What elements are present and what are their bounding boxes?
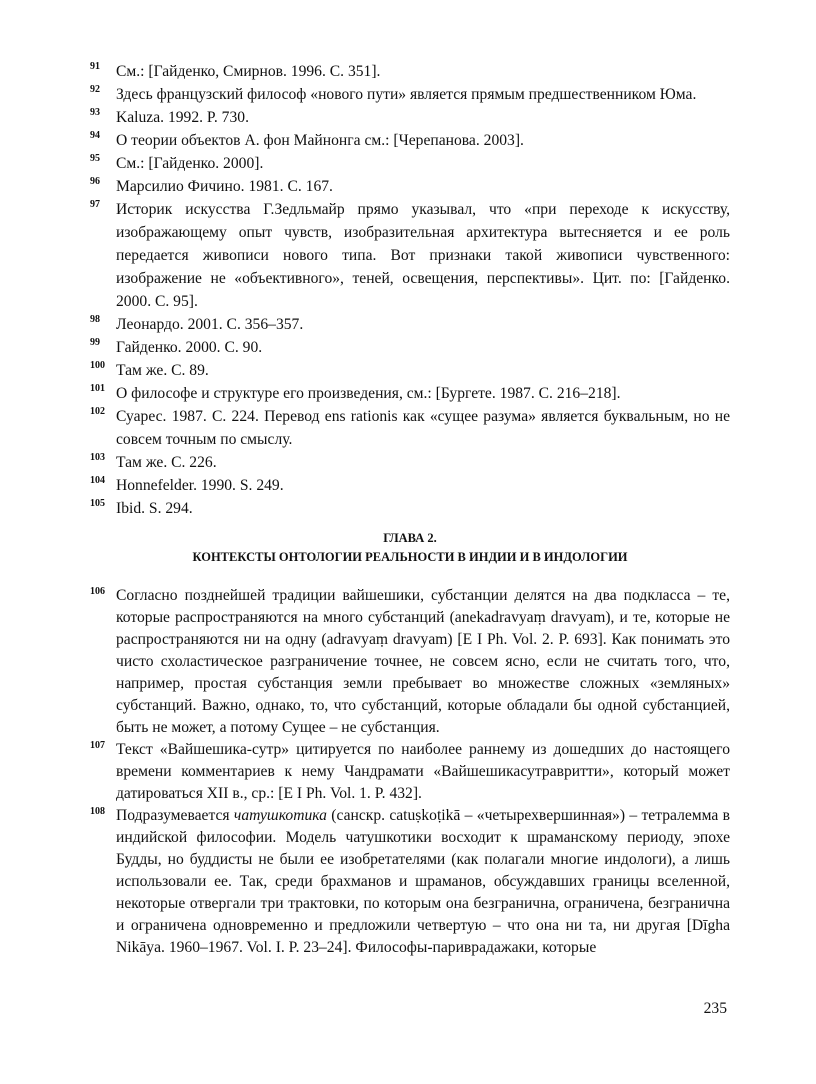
- chapter-label: ГЛАВА 2.: [383, 531, 437, 545]
- footnote-text: См.: [Гайденко, Смирнов. 1996. С. 351].: [116, 63, 381, 80]
- footnote-number: 100: [90, 360, 105, 371]
- footnote-text: О философе и структуре его произведения, см.: [Бургете. 1987. С. 216–218].: [116, 385, 621, 402]
- footnote-number: 104: [90, 475, 105, 486]
- footnote-text: Здесь французский философ «нового пути» является прямым предшественником Юма.: [116, 86, 697, 103]
- italic-term: чатушкотика: [233, 807, 327, 824]
- footnote: [90, 382, 730, 405]
- footnote: [90, 359, 730, 382]
- footnote: [90, 175, 730, 198]
- footnote: [90, 60, 730, 83]
- footnote-number: 101: [90, 383, 105, 394]
- footnote-number: 108: [90, 806, 105, 817]
- footnote-text: Леонардо. 2001. С. 356–357.: [116, 316, 304, 333]
- footnote: [90, 474, 730, 497]
- chapter-title: КОНТЕКСТЫ ОНТОЛОГИИ РЕАЛЬНОСТИ В ИНДИИ И В ИНДОЛОГИИ: [192, 550, 628, 564]
- footnote-text: О теории объектов А. фон Майнонга см.: [Черепанова. 2003].: [116, 132, 524, 149]
- footnote: [90, 451, 730, 474]
- page-number: 235: [703, 1000, 727, 1017]
- footnote-number: 96: [90, 176, 100, 187]
- footnote-number: 102: [90, 406, 105, 417]
- text-segment: (санскр. catuṣkoṭikā – «четырехвершинная») – тетралемма в индийской философии. Модель чатушкотики восходит к шраманскому периоду, эпохе Будды, но буддисты не были ее изобретателями (как полагали многие индологи), а лишь использовали ее. Так, среди брахманов и шраманов, обсуждавших границы вселенной, некоторые отвергали три трактовки, по которым она безгранична, ограничена, безгранична и ограничена одновременно и предложили четвертую – что она ни та, ни другая [Dīgha Nikāya. 1960–1967. Vol. I. P. 23–24]. Философы-париврадажаки, которые: [116, 807, 730, 956]
- footnote: [90, 106, 730, 129]
- footnote-number: 105: [90, 498, 105, 509]
- footnote-text: Суарес. 1987. С. 224. Перевод ens rationis как «сущее разума» является буквальным, но не совсем точным по смыслу.: [116, 408, 730, 448]
- footnote-text: [116, 805, 730, 959]
- footnote: [90, 805, 730, 959]
- footnote-number: 107: [90, 740, 105, 751]
- footnote-number: 93: [90, 107, 100, 118]
- footnote: [90, 313, 730, 336]
- footnote-number: 103: [90, 452, 105, 463]
- footnote: [90, 152, 730, 175]
- footnote: [90, 83, 730, 106]
- footnote-text: Марсилио Фичино. 1981. С. 167.: [116, 178, 333, 195]
- footnote-text: Ibid. S. 294.: [116, 500, 193, 517]
- footnotes-bottom: [90, 585, 730, 959]
- footnote-text: Гайденко. 2000. С. 90.: [116, 339, 263, 356]
- footnote-number: 106: [90, 586, 105, 597]
- footnote-text: См.: [Гайденко. 2000].: [116, 155, 264, 172]
- footnote-number: 98: [90, 314, 100, 325]
- footnote: [90, 405, 730, 451]
- footnotes-top: [90, 60, 730, 520]
- footnote-number: 99: [90, 337, 100, 348]
- footnote-number: 97: [90, 199, 100, 210]
- footnote-text: Там же. С. 89.: [116, 362, 209, 379]
- footnote-number: 92: [90, 84, 100, 95]
- footnote: [90, 198, 730, 313]
- footnote: [90, 585, 730, 739]
- footnote-text: Kaluza. 1992. P. 730.: [116, 109, 249, 126]
- footnote: [90, 336, 730, 359]
- footnote: [90, 129, 730, 152]
- footnote-number: 94: [90, 130, 100, 141]
- footnote-text: Историк искусства Г.Зедльмайр прямо указывал, что «при переходе к искусству, изображающему опыт чувств, изобразительная архитектура вытесняется и ее роль передается живописи нового типа. Вот признаки такой живописи чувственного: изображение не «объективного», теней, освещения, перспективы». Цит. по: [Гайденко. 2000. С. 95].: [116, 201, 730, 310]
- footnote-number: 91: [90, 61, 100, 72]
- footnote-number: 95: [90, 153, 100, 164]
- footnote: [90, 497, 730, 520]
- text-segment: Подразумевается: [116, 807, 234, 824]
- footnote-text: Согласно позднейшей традиции вайшешики, субстанции делятся на два подкласса – те, которые распространяются на много субстанций (anekadravyaṃ dravyam), и те, которые не распространяются ни на одну (adravyaṃ dravyam) [E I Ph. Vol. 2. P. 693]. Как понимать это чисто схоластическое разграничение точнее, не совсем ясно, если не считать того, что, например, простая субстанция земли пребывает во множестве сложных «земляных» субстанций. Важно, однако, то, что субстанций, которые обладали бы одной субстанцией, быть не может, а потому Сущее – не субстанция.: [116, 587, 730, 736]
- chapter-heading: [90, 529, 730, 567]
- footnote-text: Текст «Вайшешика-сутр» цитируется по наиболее раннему из дошедших до настоящего времени комментариев к нему Чандрамати «Вайшешикасутравритти», который может датироваться XII в., ср.: [E I Ph. Vol. 1. P. 432].: [116, 741, 730, 802]
- footnote: [90, 739, 730, 805]
- footnote-text: Honnefelder. 1990. S. 249.: [116, 477, 284, 494]
- footnote-text: Там же. С. 226.: [116, 454, 217, 471]
